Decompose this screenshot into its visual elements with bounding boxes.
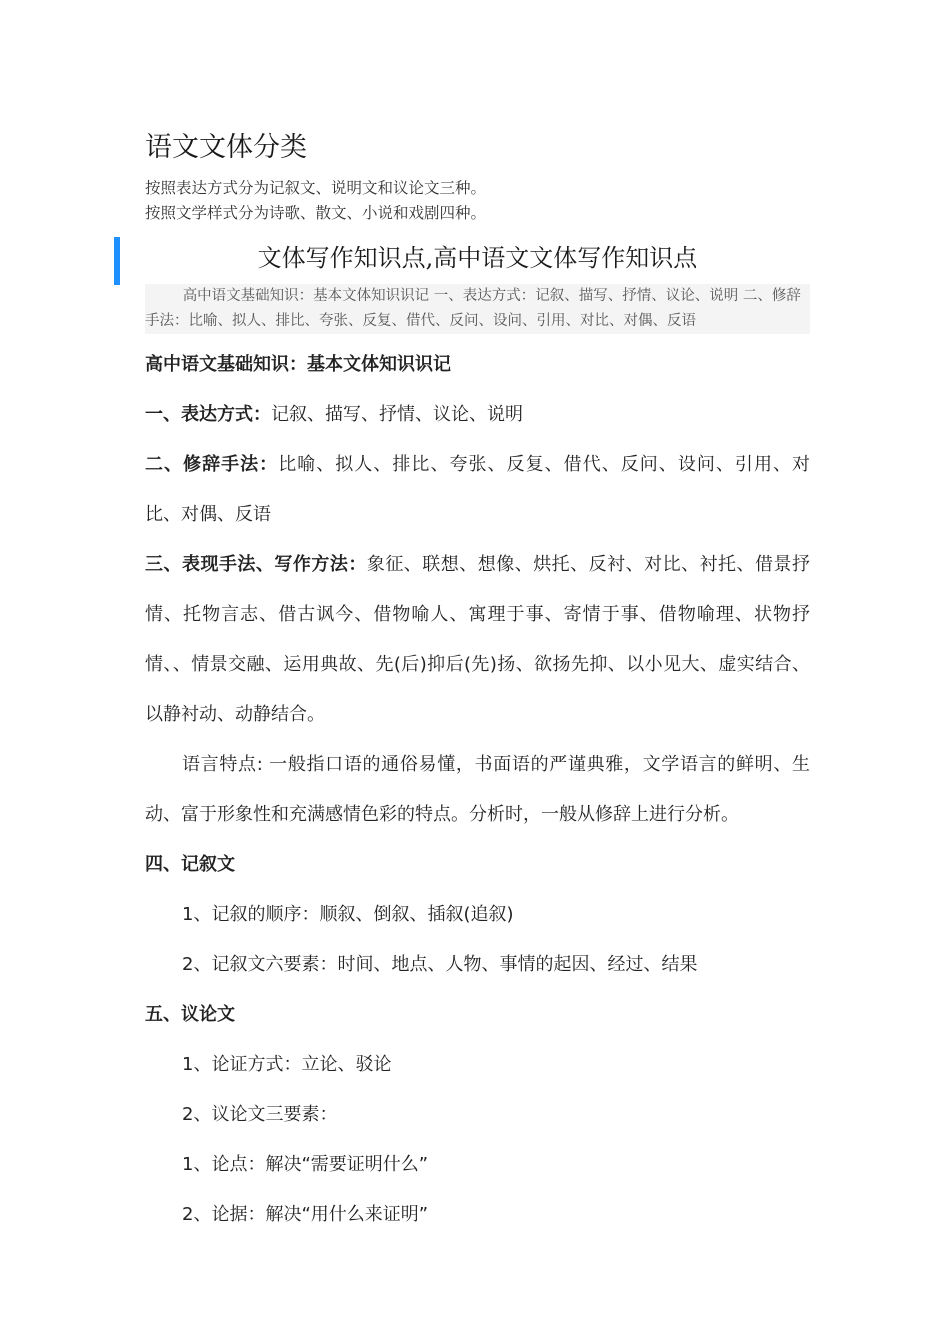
- section-expression: [145, 390, 810, 440]
- section-techniques-text: 象征、联想、想像、烘托、反衬、对比、衬托、借景抒情、托物言志、借古讽今、借物喻人、寓理于事、寄情于事、借物喻理、状物抒情、、情景交融、运用典故、先(后)抑后(先)扬、欲扬先抑、以小见大、虚实结合、以静衬动、动静结合。: [145, 554, 810, 725]
- narrative-item: 1、记叙的顺序：顺叙、倒叙、插叙(追叙): [182, 904, 514, 925]
- accent-bar: [114, 237, 120, 285]
- argument-item: 1、论证方式：立论、驳论: [182, 1054, 392, 1075]
- narrative-item: 2、记叙文六要素：时间、地点、人物、事情的起因、经过、结果: [182, 954, 698, 975]
- section-expression-label: 一、表达方式：: [145, 404, 271, 425]
- basic-heading: [145, 340, 810, 390]
- section-techniques: [145, 540, 810, 740]
- intro-line-2: 按照文学样式分为诗歌、散文、小说和戏剧四种。: [145, 204, 487, 222]
- article-title: 文体写作知识点,高中语文文体写作知识点: [257, 244, 698, 272]
- section-argument-label: 五、议论文: [145, 1004, 235, 1025]
- basic-heading-text: 高中语文基础知识：基本文体知识识记: [145, 354, 451, 375]
- section-rhetoric: [145, 440, 810, 540]
- section-rhetoric-label: 二、修辞手法：: [145, 454, 279, 475]
- argument-item: 2、议论文三要素：: [182, 1104, 338, 1125]
- argument-item: 2、论据：解决“用什么来证明”: [182, 1204, 429, 1225]
- doc-title: 语文文体分类: [145, 132, 307, 163]
- argument-item: 1、论点：解决“需要证明什么”: [182, 1154, 429, 1175]
- article-header: [145, 236, 810, 280]
- section-rhetoric-text: 比喻、拟人、排比、夸张、反复、借代、反问、设问、引用、对比、对偶、反语: [145, 454, 811, 525]
- section-techniques-label: 三、表现手法、写作方法：: [145, 554, 367, 575]
- section-expression-text: 记叙、描写、抒情、议论、说明: [271, 404, 523, 425]
- article-summary: 高中语文基础知识：基本文体知识识记 一、表达方式：记叙、描写、抒情、议论、说明 二、修辞手法：比喻、拟人、排比、夸张、反复、借代、反问、设问、引用、对比、对偶、反语: [145, 284, 810, 334]
- section-argument: [145, 990, 810, 1040]
- document-page: [145, 128, 810, 1240]
- article-body: [145, 340, 810, 1240]
- language-features: 语言特点: 一般指口语的通俗易懂，书面语的严谨典雅，文学语言的鲜明、生动、富于形象性和充满感情色彩的特点。分析时，一般从修辞上进行分析。: [145, 754, 810, 825]
- section-narrative: [145, 840, 810, 890]
- intro-line-1: 按照表达方式分为记叙文、说明文和议论文三种。: [145, 179, 487, 197]
- section-narrative-label: 四、记叙文: [145, 854, 235, 875]
